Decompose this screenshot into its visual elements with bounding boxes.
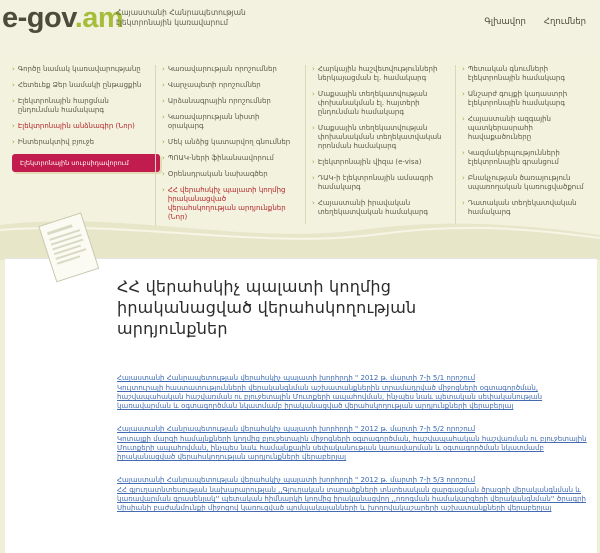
menu-item[interactable]: › Էլեկտրոնային վիզա (e-visa) — [312, 158, 422, 166]
menu-item[interactable]: › Հայաստանի իրավական տեղեկատվական համակարգ — [312, 199, 428, 216]
arrow-icon: › — [12, 65, 15, 73]
arrow-icon: › — [462, 199, 465, 207]
menu-item[interactable]: › Դատական տեղեկատվական համակարգ — [462, 199, 577, 216]
menu-item[interactable]: › Հայաստանի ազգային պատկերասրահի հավաքածուները — [462, 115, 551, 141]
menu-item[interactable]: › ՀՀ վերահսկիչ պալատի կողմից իրականացված վերահսկողության արդյունքներ (Նոր) — [162, 186, 286, 221]
menu-item[interactable]: › Մաքսային տեղեկատվության փոխանակման էլ. հայտերի ընդունման համակարգ — [312, 90, 428, 116]
menu-item[interactable]: › Կազմակերպությունների էլեկտրոնային գրանցում — [462, 149, 560, 166]
list-item — [117, 425, 587, 462]
menu-item[interactable]: › ԴԱԿ-ի էլեկտրոնային ամսագրի համակարգ — [312, 174, 434, 191]
document-icon — [35, 208, 105, 288]
arrow-icon: › — [162, 186, 165, 194]
logo-text-main: e-gov — [2, 2, 75, 34]
arrow-icon: › — [12, 97, 15, 105]
arrow-icon: › — [462, 90, 465, 98]
arrow-icon: › — [312, 65, 315, 73]
logo[interactable] — [2, 2, 123, 35]
arrow-icon: › — [12, 138, 15, 146]
arrow-icon: › — [462, 115, 465, 123]
e-subsidy-button[interactable]: Էլեկտրոնային սուբսիդավորում — [12, 154, 160, 172]
menu-item[interactable]: › Վարչապետի որոշումներ — [162, 81, 261, 89]
arrow-icon: › — [462, 65, 465, 73]
results-list — [117, 374, 587, 527]
arrow-icon: › — [162, 138, 165, 146]
page-title: ՀՀ վերահսկիչ պալատի կողմից իրականացված վերահսկողության արդյունքներ — [117, 277, 417, 338]
arrow-icon: › — [162, 65, 165, 73]
menu-item[interactable]: › Բնակչության ծառայություն սպառողական կառուցվածքում — [462, 174, 584, 191]
arrow-icon: › — [312, 158, 315, 166]
nav-links-link[interactable]: Հղումներ — [543, 17, 586, 27]
menu-item[interactable]: › Մաքսային տեղեկատվության փոխանակման տեղեկատվական որոնման համակարգ — [312, 124, 442, 150]
arrow-icon: › — [12, 122, 15, 130]
arrow-icon: › — [162, 97, 165, 105]
top-nav — [484, 17, 586, 27]
nav-home-link[interactable]: Գլխավոր — [484, 17, 526, 27]
decision-description[interactable]: ՀՀ գյուղատնտեսության նախարարության ,,Գյուղական տարածքների տնտեսական զարգացման ծրագրի վերականգնման և կառավարման գրասենյակ'' պետական հիմնարկի կողմից իրականացվող ,,ոռոգման համակարգերի վերականգնման'' ծրագրի Սիսիանի բաժանմունքի միջոցով կառուցված պոմպակայանների և խողովակաշարերի աշխատանքների վերաբերյալ — [117, 486, 586, 512]
decision-description[interactable]: Կոտայքի մարզի համայնքների կողմից բյուջետային միջոցների օգտագործման, հաշվապահական հաշվառման ու բյուջետային Մուտքերի ապահովման, ինչպես նաև համայնքային սեփականության կառավարման և օգտագործման նկատմամբ իրականացված վերահսկողության արդյունքների վերաբերյալ — [117, 435, 587, 461]
arrow-icon: › — [312, 124, 315, 132]
arrow-icon: › — [462, 174, 465, 182]
header — [0, 0, 600, 55]
menu-item[interactable]: › Անշարժ գույքի կադաստրի էլեկտրոնային համակարգ — [462, 90, 568, 107]
arrow-icon: › — [462, 149, 465, 157]
decision-description[interactable]: Կուլտուրայի հաստատությունների վերականգնման աշխատանքներին տրամադրված միջոցների օգտագործման, հաշվապահական հաշվառման ու բյուջետային Մուտքերի ապահովման, ինչպես նաև պետական սեփականության կառավարման և օգտագործման նկատմամբ իրականացված վերահսկողության արդյունքների վերաբերյալ — [117, 384, 543, 410]
menu-item[interactable]: › Էլեկտրոնային անձնագիր (Նոր) — [12, 122, 135, 130]
menu-item[interactable]: › Ինտերակտիվ բյուջե — [12, 138, 95, 146]
arrow-icon: › — [162, 113, 165, 121]
arrow-icon: › — [162, 81, 165, 89]
menu-item[interactable]: › Գործը նամակ կառավարությանը — [12, 65, 141, 73]
menu-item[interactable]: › Օրենսդրական նախագծեր — [162, 170, 268, 178]
site-tagline: Հայաստանի Հանրապետության էլեկտրոնային կառավարում — [116, 8, 246, 27]
decision-link[interactable]: Հայաստանի Հանրապետության վերահսկիչ պալատի խորհրդի " 2012 թ. մարտի 7-ի 5/3 որոշում — [117, 476, 476, 484]
list-item — [117, 374, 587, 411]
menu-column-1 — [6, 65, 146, 172]
list-item — [117, 476, 587, 513]
menu-item[interactable]: › Մեկ անձից կատարվող գնումներ — [162, 138, 291, 146]
menu-item[interactable]: › Պետական գնումների էլեկտրոնային համակարգ — [462, 65, 565, 82]
menu-item[interactable]: › Կառավարության նիստի օրակարգ — [162, 113, 260, 130]
arrow-icon: › — [162, 154, 165, 162]
menu-item[interactable]: › Էլեկտրոնային հարցման ընդունման համակարգ — [12, 97, 109, 114]
menu-item[interactable]: › Հետեւեք Ձեր նամակի ընթացքին — [12, 81, 142, 89]
menu-item[interactable]: › Արձանագրային որոշումներ — [162, 97, 271, 105]
decision-link[interactable]: Հայաստանի Հանրապետության վերահսկիչ պալատի խորհրդի " 2012 թ. մարտի 7-ի 5/1 որոշում — [117, 374, 476, 382]
menu-item[interactable]: › ՊՈԱԿ-ների ֆինանսավորում — [162, 154, 274, 162]
arrow-icon: › — [312, 90, 315, 98]
arrow-icon: › — [12, 81, 15, 89]
menu-item[interactable]: › Հարկային հաշվետվությունների ներկայացման էլ. համակարգ — [312, 65, 438, 82]
logo-text-domain: .am — [74, 2, 124, 34]
decision-link[interactable]: Հայաստանի Հանրապետության վերահսկիչ պալատի խորհրդի " 2012 թ. մարտի 7-ի 5/2 որոշում — [117, 425, 476, 433]
arrow-icon: › — [312, 199, 315, 207]
arrow-icon: › — [162, 170, 165, 178]
menu-item[interactable]: › Կառավարության որոշումներ — [162, 65, 277, 73]
arrow-icon: › — [312, 174, 315, 182]
